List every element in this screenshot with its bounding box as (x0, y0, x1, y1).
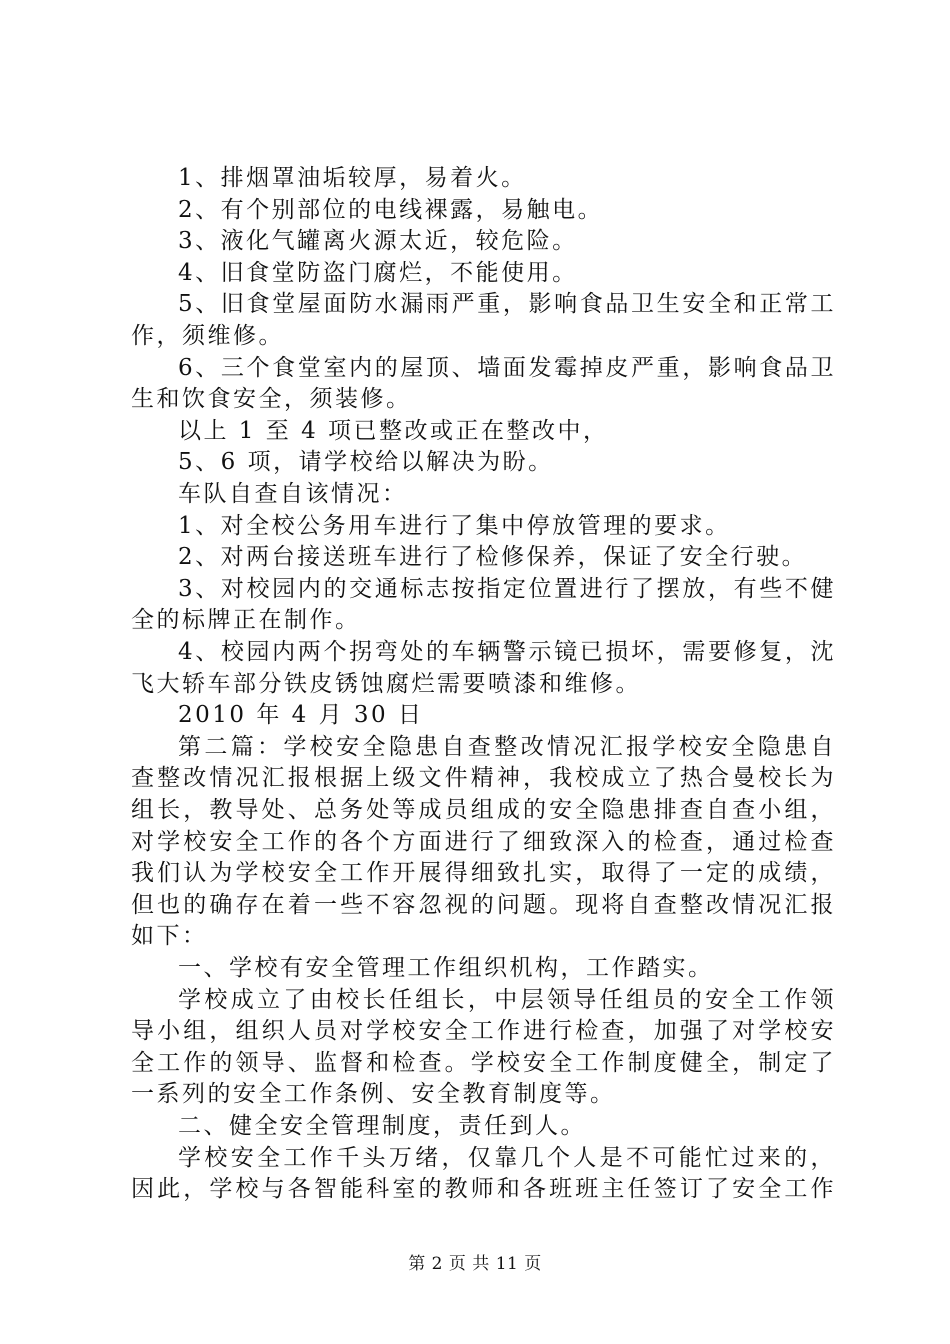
paragraph-line: 以上 1 至 4 项已整改或正在整改中， (178, 417, 609, 444)
paragraph-line: 一、学校有安全管理工作组织机构，工作踏实。 (178, 955, 714, 981)
paragraph-line: 飞大轿车部分铁皮锈蚀腐烂需要喷漆和维修。 (131, 670, 641, 697)
paragraph-line: 4、校园内两个拐弯处的车辆警示镜已损坏，需要修复，沈 (178, 639, 836, 665)
paragraph-line: 车队自查自该情况： (178, 481, 408, 507)
paragraph-line: 导小组，组织人员对学校安全工作进行检查，加强了对学校安 (131, 1018, 836, 1045)
paragraph-line: 3、对校园内的交通标志按指定位置进行了摆放，有些不健 (178, 575, 836, 602)
paragraph-line: 组长，教导处、总务处等成员组成的安全隐患排查自查小组， (131, 797, 836, 823)
paragraph-line: 2、对两台接送班车进行了检修保养，保证了安全行驶。 (178, 544, 808, 571)
paragraph-line: 4、旧食堂防盗门腐烂，不能使用。 (178, 259, 578, 286)
paragraph-line: 如下： (131, 923, 208, 950)
paragraph-line: 全的标牌正在制作。 (131, 607, 361, 634)
paragraph-line: 二、健全安全管理制度，责任到人。 (178, 1113, 586, 1139)
paragraph-line: 1、对全校公务用车进行了集中停放管理的要求。 (178, 512, 731, 539)
paragraph-line: 5、旧食堂屋面防水漏雨严重，影响食品卫生安全和正常工 (178, 291, 836, 318)
paragraph-line: 第二篇：学校安全隐患自查整改情况汇报学校安全隐患自 (178, 733, 836, 760)
paragraph-line: 6、三个食堂室内的屋顶、墙面发霉掉皮严重，影响食品卫 (178, 354, 836, 381)
paragraph-line: 2010 年 4 月 30 日 (178, 702, 424, 729)
page-footer (0, 1253, 950, 1275)
paragraph-line: 作，须维修。 (131, 323, 284, 349)
paragraph-line: 全工作的领导、监督和检查。学校安全工作制度健全，制定了 (131, 1049, 836, 1076)
paragraph-line: 3、液化气罐离火源太近，较危险。 (178, 228, 578, 255)
paragraph-line: 学校成立了由校长任组长，中层领导任组员的安全工作领 (178, 986, 836, 1013)
paragraph-line: 我们认为学校安全工作开展得细致扎实，取得了一定的成绩， (131, 860, 836, 887)
paragraph-line: 对学校安全工作的各个方面进行了细致深入的检查，通过检查 (131, 828, 836, 855)
paragraph-line: 生和饮食安全，须装修。 (131, 386, 412, 413)
paragraph-line: 一系列的安全工作条例、安全教育制度等。 (131, 1081, 616, 1108)
paragraph-line: 5、6 项，请学校给以解决为盼。 (178, 449, 554, 476)
paragraph-line: 2、有个别部位的电线裸露，易触电。 (178, 196, 604, 223)
paragraph-line: 因此，学校与各智能科室的教师和各班班主任签订了安全工作 (131, 1176, 836, 1203)
paragraph-line: 学校安全工作千头万绪，仅靠几个人是不可能忙过来的， (178, 1144, 836, 1171)
page-number-label: 第 2 页 共 11 页 (408, 1254, 542, 1274)
paragraph-line: 但也的确存在着一些不容忽视的问题。现将自查整改情况汇报 (131, 891, 836, 918)
paragraph-line: 查整改情况汇报根据上级文件精神，我校成立了热合曼校长为 (131, 765, 836, 792)
paragraph-line: 1、排烟罩油垢较厚，易着火。 (178, 165, 527, 191)
